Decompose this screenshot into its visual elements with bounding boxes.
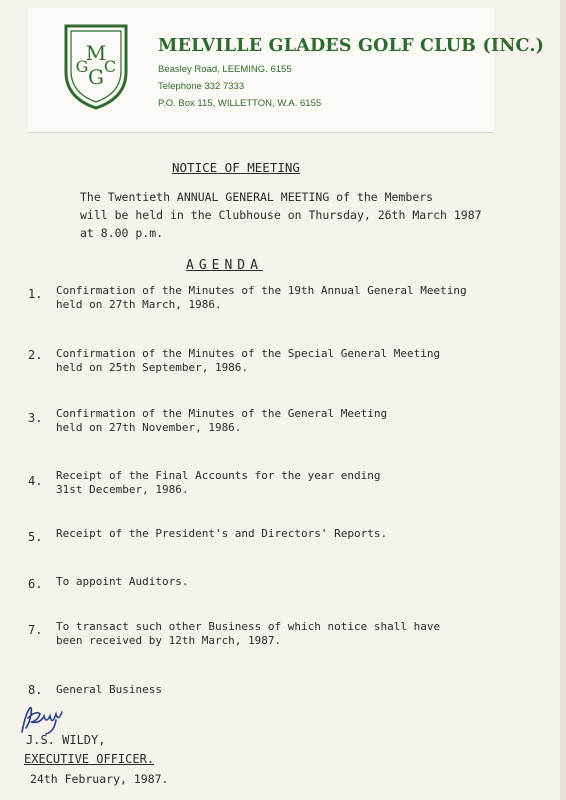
agenda-item-number: 3. — [28, 411, 43, 425]
agenda-item-number: 1. — [28, 287, 43, 301]
agenda-item-text: To transact such other Business of which notice shall have — [56, 620, 441, 633]
svg-text:C: C — [103, 57, 117, 76]
club-address: Beasley Road, LEEMING. 6155 — [158, 64, 292, 75]
page-edge — [560, 0, 566, 800]
club-po-box: P.O. Box 115, WILLETTON, W.A. 6155 — [158, 98, 322, 109]
agenda-title: AGENDA — [186, 258, 263, 273]
letterhead — [28, 8, 545, 133]
agenda-item-number: 6. — [28, 577, 43, 591]
intro-line: will be held in the Clubhouse on Thursday, 26th March 1987 — [80, 208, 482, 222]
agenda-item-text: been received by 12th March, 1987. — [56, 634, 282, 647]
agenda-item-text: held on 25th September, 1986. — [56, 361, 249, 374]
svg-text:M: M — [85, 41, 107, 65]
agenda-item-number: 7. — [28, 623, 43, 637]
agenda-item-text: To appoint Auditors. — [56, 575, 189, 588]
intro-line: The Twentieth ANNUAL GENERAL MEETING of the Members — [80, 190, 434, 204]
club-telephone: Telephone 332 7333 — [158, 81, 245, 92]
svg-text:G: G — [88, 65, 104, 89]
agenda-item-text: General Business — [56, 683, 162, 696]
intro-line: at 8.00 p.m. — [80, 226, 164, 240]
agenda-item-number: 2. — [28, 348, 43, 362]
agenda-item-text: Confirmation of the Minutes of the Special General Meeting — [56, 347, 441, 360]
agenda-item-text: Receipt of the Final Accounts for the year ending — [56, 469, 381, 482]
agenda-item-text: Confirmation of the Minutes of the 19th Annual General Meeting — [56, 284, 467, 297]
club-name: MELVILLE GLADES GOLF CLUB (INC.) — [158, 36, 545, 56]
agenda-item-text: held on 27th March, 1986. — [56, 298, 222, 311]
agenda-item-number: 5. — [28, 530, 43, 544]
agenda-item-text: held on 27th November, 1986. — [56, 421, 242, 434]
signatory-name: J.S. WILDY, — [26, 733, 106, 747]
agenda-item-text: Receipt of the President's and Directors' Reports. — [56, 527, 388, 540]
agenda-item-text: 31st December, 1986. — [56, 483, 189, 496]
agenda-item-text: Confirmation of the Minutes of the General Meeting — [56, 407, 388, 420]
letter-date: 24th February, 1987. — [30, 772, 169, 786]
notice-title: NOTICE OF MEETING — [172, 160, 300, 175]
svg-text:G: G — [75, 57, 89, 76]
agenda-item-number: 4. — [28, 474, 43, 488]
club-logo — [60, 22, 132, 112]
agenda-item-number: 8. — [28, 683, 43, 697]
signatory-title: EXECUTIVE OFFICER. — [24, 752, 155, 766]
